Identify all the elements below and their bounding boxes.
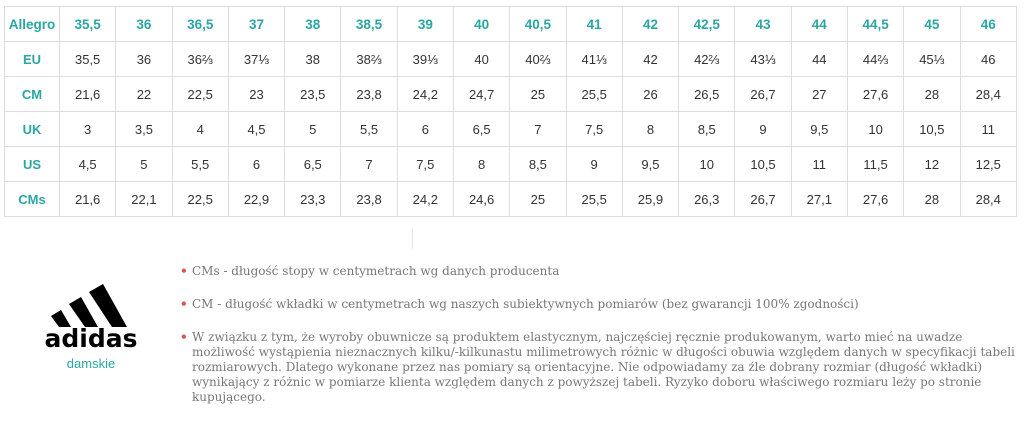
note-text: W związku z tym, że wyroby obuwnicze są produktem elastycznym, najczęściej ręcznie produkowanym, warto mieć na uwadze możliwość wystąpienia nieznacznych kilku/-kilkunastu milimetrowych różnic w długości obuwia względem danych w specyfikacji tabeli rozmiarowych. Dlatego wykonane przez nas pomiary są orientacyjne. Nie odpowiadamy za źle dobrany rozmiar (długość wkładki) wynikający z różnic w pomiarze klienta względem danych z powyższej tabeli. Ryzyko doboru właściwego rozmiaru leży po stronie kupującego. (192, 330, 1015, 404)
table-cell: 45⅓ (904, 42, 960, 77)
brand-caption: damskie (66, 356, 116, 371)
header-cell-size: 41 (566, 7, 622, 42)
table-row (5, 147, 1017, 182)
table-cell: 24,2 (397, 77, 453, 112)
table-cell: 23,3 (285, 182, 341, 217)
table-cell: 22,1 (116, 182, 172, 217)
table-cell: 28,4 (960, 182, 1017, 217)
table-cell: 35,5 (60, 42, 116, 77)
table-cell: 3,5 (116, 112, 172, 147)
table-cell: 6 (397, 112, 453, 147)
header-cell-size: 46 (960, 7, 1017, 42)
table-cell: 9,5 (791, 112, 847, 147)
table-cell: 22,5 (172, 182, 228, 217)
table-cell: 7 (510, 112, 566, 147)
note-item (180, 264, 1020, 279)
adidas-logo-icon (45, 272, 137, 350)
table-cell: 36⅔ (172, 42, 228, 77)
table-cell: 24,2 (397, 182, 453, 217)
table-cell: 25,5 (566, 182, 622, 217)
notes-section (0, 229, 1024, 404)
table-cell: 12,5 (960, 147, 1017, 182)
table-cell: 21,6 (60, 77, 116, 112)
header-cell-size: 45 (904, 7, 960, 42)
table-cell: 10,5 (904, 112, 960, 147)
table-cell: 26,5 (679, 77, 735, 112)
table-cell: 42⅔ (679, 42, 735, 77)
header-cell-size: 44 (791, 7, 847, 42)
table-cell: 22,5 (172, 77, 228, 112)
header-cell-size: 36 (116, 7, 172, 42)
table-row (5, 112, 1017, 147)
table-cell: 40⅔ (510, 42, 566, 77)
header-cell-size: 42,5 (679, 7, 735, 42)
size-chart-header-row (5, 7, 1017, 42)
table-cell: 11 (791, 147, 847, 182)
table-row (5, 182, 1017, 217)
header-cell-size: 40 (453, 7, 509, 42)
table-cell: 5 (285, 112, 341, 147)
header-cell-size: 38 (285, 7, 341, 42)
table-cell: 4,5 (60, 147, 116, 182)
note-text: CM - długość wkładki w centymetrach wg naszych subiektywnych pomiarów (bez gwarancji 100% zgodności) (192, 297, 859, 311)
row-label: CMs (5, 182, 60, 217)
table-cell: 4 (172, 112, 228, 147)
row-label: UK (5, 112, 60, 147)
table-cell: 41⅓ (566, 42, 622, 77)
header-cell-size: 38,5 (341, 7, 397, 42)
row-label: US (5, 147, 60, 182)
table-cell: 23,8 (341, 182, 397, 217)
table-cell: 10 (679, 147, 735, 182)
bullet-icon: • (180, 264, 188, 278)
table-cell: 23,5 (285, 77, 341, 112)
table-cell: 10 (847, 112, 903, 147)
table-cell: 24,6 (453, 182, 509, 217)
table-cell: 6,5 (285, 147, 341, 182)
header-cell-label: Allegro (5, 7, 60, 42)
table-cell: 9 (566, 147, 622, 182)
table-cell: 25,9 (622, 182, 678, 217)
header-cell-size: 35,5 (60, 7, 116, 42)
header-cell-size: 39 (397, 7, 453, 42)
table-cell: 11 (960, 112, 1017, 147)
table-cell: 28,4 (960, 77, 1017, 112)
table-cell: 7 (341, 147, 397, 182)
divider (412, 229, 413, 249)
table-cell: 26,7 (735, 182, 791, 217)
table-cell: 44⅔ (847, 42, 903, 77)
header-cell-size: 43 (735, 7, 791, 42)
table-cell: 28 (904, 77, 960, 112)
table-cell: 27 (791, 77, 847, 112)
note-item (180, 330, 1020, 405)
header-cell-size: 40,5 (510, 7, 566, 42)
table-cell: 40 (453, 42, 509, 77)
bullet-icon: • (180, 330, 188, 344)
bullet-icon: • (180, 297, 188, 311)
header-cell-size: 37 (228, 7, 284, 42)
size-chart-table (4, 6, 1017, 217)
table-cell: 24,7 (453, 77, 509, 112)
note-text: CMs - długość stopy w centymetrach wg danych producenta (192, 264, 560, 278)
table-cell: 21,6 (60, 182, 116, 217)
table-cell: 7,5 (566, 112, 622, 147)
table-cell: 23,8 (341, 77, 397, 112)
table-cell: 9,5 (622, 147, 678, 182)
table-cell: 38⅔ (341, 42, 397, 77)
table-cell: 23 (228, 77, 284, 112)
table-cell: 39⅓ (397, 42, 453, 77)
table-cell: 28 (904, 182, 960, 217)
size-chart-body (5, 42, 1017, 217)
table-cell: 43⅓ (735, 42, 791, 77)
table-cell: 44 (791, 42, 847, 77)
table-cell: 11,5 (847, 147, 903, 182)
table-cell: 46 (960, 42, 1017, 77)
table-cell: 22 (116, 77, 172, 112)
table-cell: 3 (60, 112, 116, 147)
table-cell: 8,5 (679, 112, 735, 147)
table-cell: 10,5 (735, 147, 791, 182)
table-cell: 9 (735, 112, 791, 147)
table-cell: 5 (116, 147, 172, 182)
header-cell-size: 42 (622, 7, 678, 42)
table-cell: 27,6 (847, 182, 903, 217)
table-cell: 8,5 (510, 147, 566, 182)
header-cell-size: 36,5 (172, 7, 228, 42)
table-cell: 25,5 (566, 77, 622, 112)
table-cell: 25 (510, 182, 566, 217)
adidas-logo-text: adidas (45, 324, 137, 350)
table-cell: 27,6 (847, 77, 903, 112)
note-item (180, 297, 1020, 312)
table-cell: 26 (622, 77, 678, 112)
table-cell: 8 (453, 147, 509, 182)
table-cell: 5,5 (341, 112, 397, 147)
table-cell: 7,5 (397, 147, 453, 182)
table-cell: 42 (622, 42, 678, 77)
table-cell: 38 (285, 42, 341, 77)
table-cell: 6 (228, 147, 284, 182)
table-cell: 8 (622, 112, 678, 147)
table-cell: 12 (904, 147, 960, 182)
table-row (5, 77, 1017, 112)
table-cell: 22,9 (228, 182, 284, 217)
table-cell: 26,3 (679, 182, 735, 217)
row-label: CM (5, 77, 60, 112)
table-cell: 27,1 (791, 182, 847, 217)
table-row (5, 42, 1017, 77)
table-cell: 5,5 (172, 147, 228, 182)
table-cell: 25 (510, 77, 566, 112)
brand-block (36, 272, 146, 371)
table-cell: 6,5 (453, 112, 509, 147)
notes-list (180, 264, 1020, 423)
header-cell-size: 44,5 (847, 7, 903, 42)
table-cell: 37⅓ (228, 42, 284, 77)
row-label: EU (5, 42, 60, 77)
table-cell: 26,7 (735, 77, 791, 112)
table-cell: 4,5 (228, 112, 284, 147)
table-cell: 36 (116, 42, 172, 77)
